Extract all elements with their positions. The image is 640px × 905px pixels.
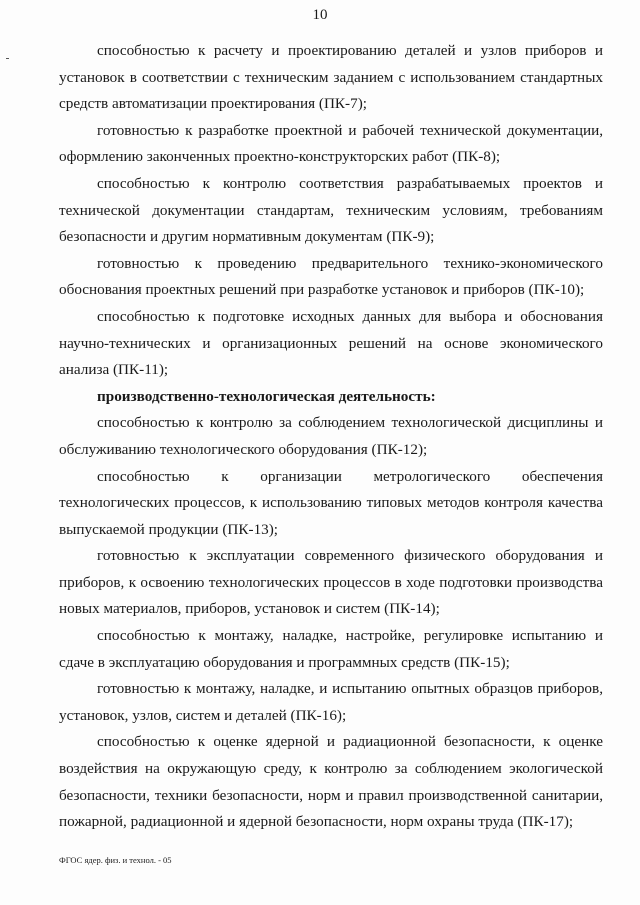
document-body: [59, 38, 603, 836]
page-number: 10: [312, 7, 328, 23]
footer-note: ФГОС ядер. физ. и технол. - 05: [59, 855, 172, 865]
paragraph-pk8: готовностью к разработке проектной и рабочей технической документации, оформлению законченных проектно-конструкторских работ (ПК-8);: [59, 121, 603, 166]
paragraph-pk15: способностью к монтажу, наладке, настройке, регулировке испытанию и сдаче в эксплуатацию оборудования и программных средств (ПК-15);: [59, 627, 603, 671]
paragraph-pk7: способностью к расчету и проектированию деталей и узлов приборов и установок в соответствии с техническим заданием с использованием стандартных средств автоматизации проектирования (ПК-7);: [59, 42, 603, 113]
paragraph-pk10: готовностью к проведению предварительного технико-экономического обоснования проектных решений при разработке установок и приборов (ПК-10);: [59, 254, 603, 299]
paragraph-pk9: способностью к контролю соответствия разрабатываемых проектов и технической документации стандартам, техническим условиям, требованиям безопасности и другим нормативным документам (ПК-9);: [59, 174, 603, 246]
paragraph-pk11: способностью к подготовке исходных данных для выбора и обоснования научно-технических и организационных решений на основе экономического анализа (ПК-11);: [59, 307, 603, 379]
paragraph-pk13: способностью к организации метрологического обеспечения технологических процессов, к использованию типовых методов контроля качества выпускаемой продукции (ПК-13);: [59, 467, 603, 538]
section-heading: производственно-технологическая деятельность:: [97, 387, 436, 405]
paragraph-pk12: способностью к контролю за соблюдением технологической дисциплины и обслуживанию технологического оборудования (ПК-12);: [59, 414, 603, 458]
paragraph-pk17: способностью к оценке ядерной и радиационной безопасности, к оценке воздействия на окружающую среду, к контролю за соблюдением экологической безопасности, техники безопасности, норм и правил производственной санитарии, пожарной, радиационной и ядерной безопасности, норм охраны труда (ПК-17);: [59, 733, 603, 831]
paragraph-pk14: готовностью к эксплуатации современного физического оборудования и приборов, к освоению технологических процессов в ходе подготовки производства новых материалов, приборов, установок и систем (ПК-14);: [59, 547, 603, 618]
paragraph-pk16: готовностью к монтажу, наладке, и испытанию опытных образцов приборов, установок, узлов, систем и деталей (ПК-16);: [59, 680, 603, 724]
scan-mark: [6, 58, 9, 59]
